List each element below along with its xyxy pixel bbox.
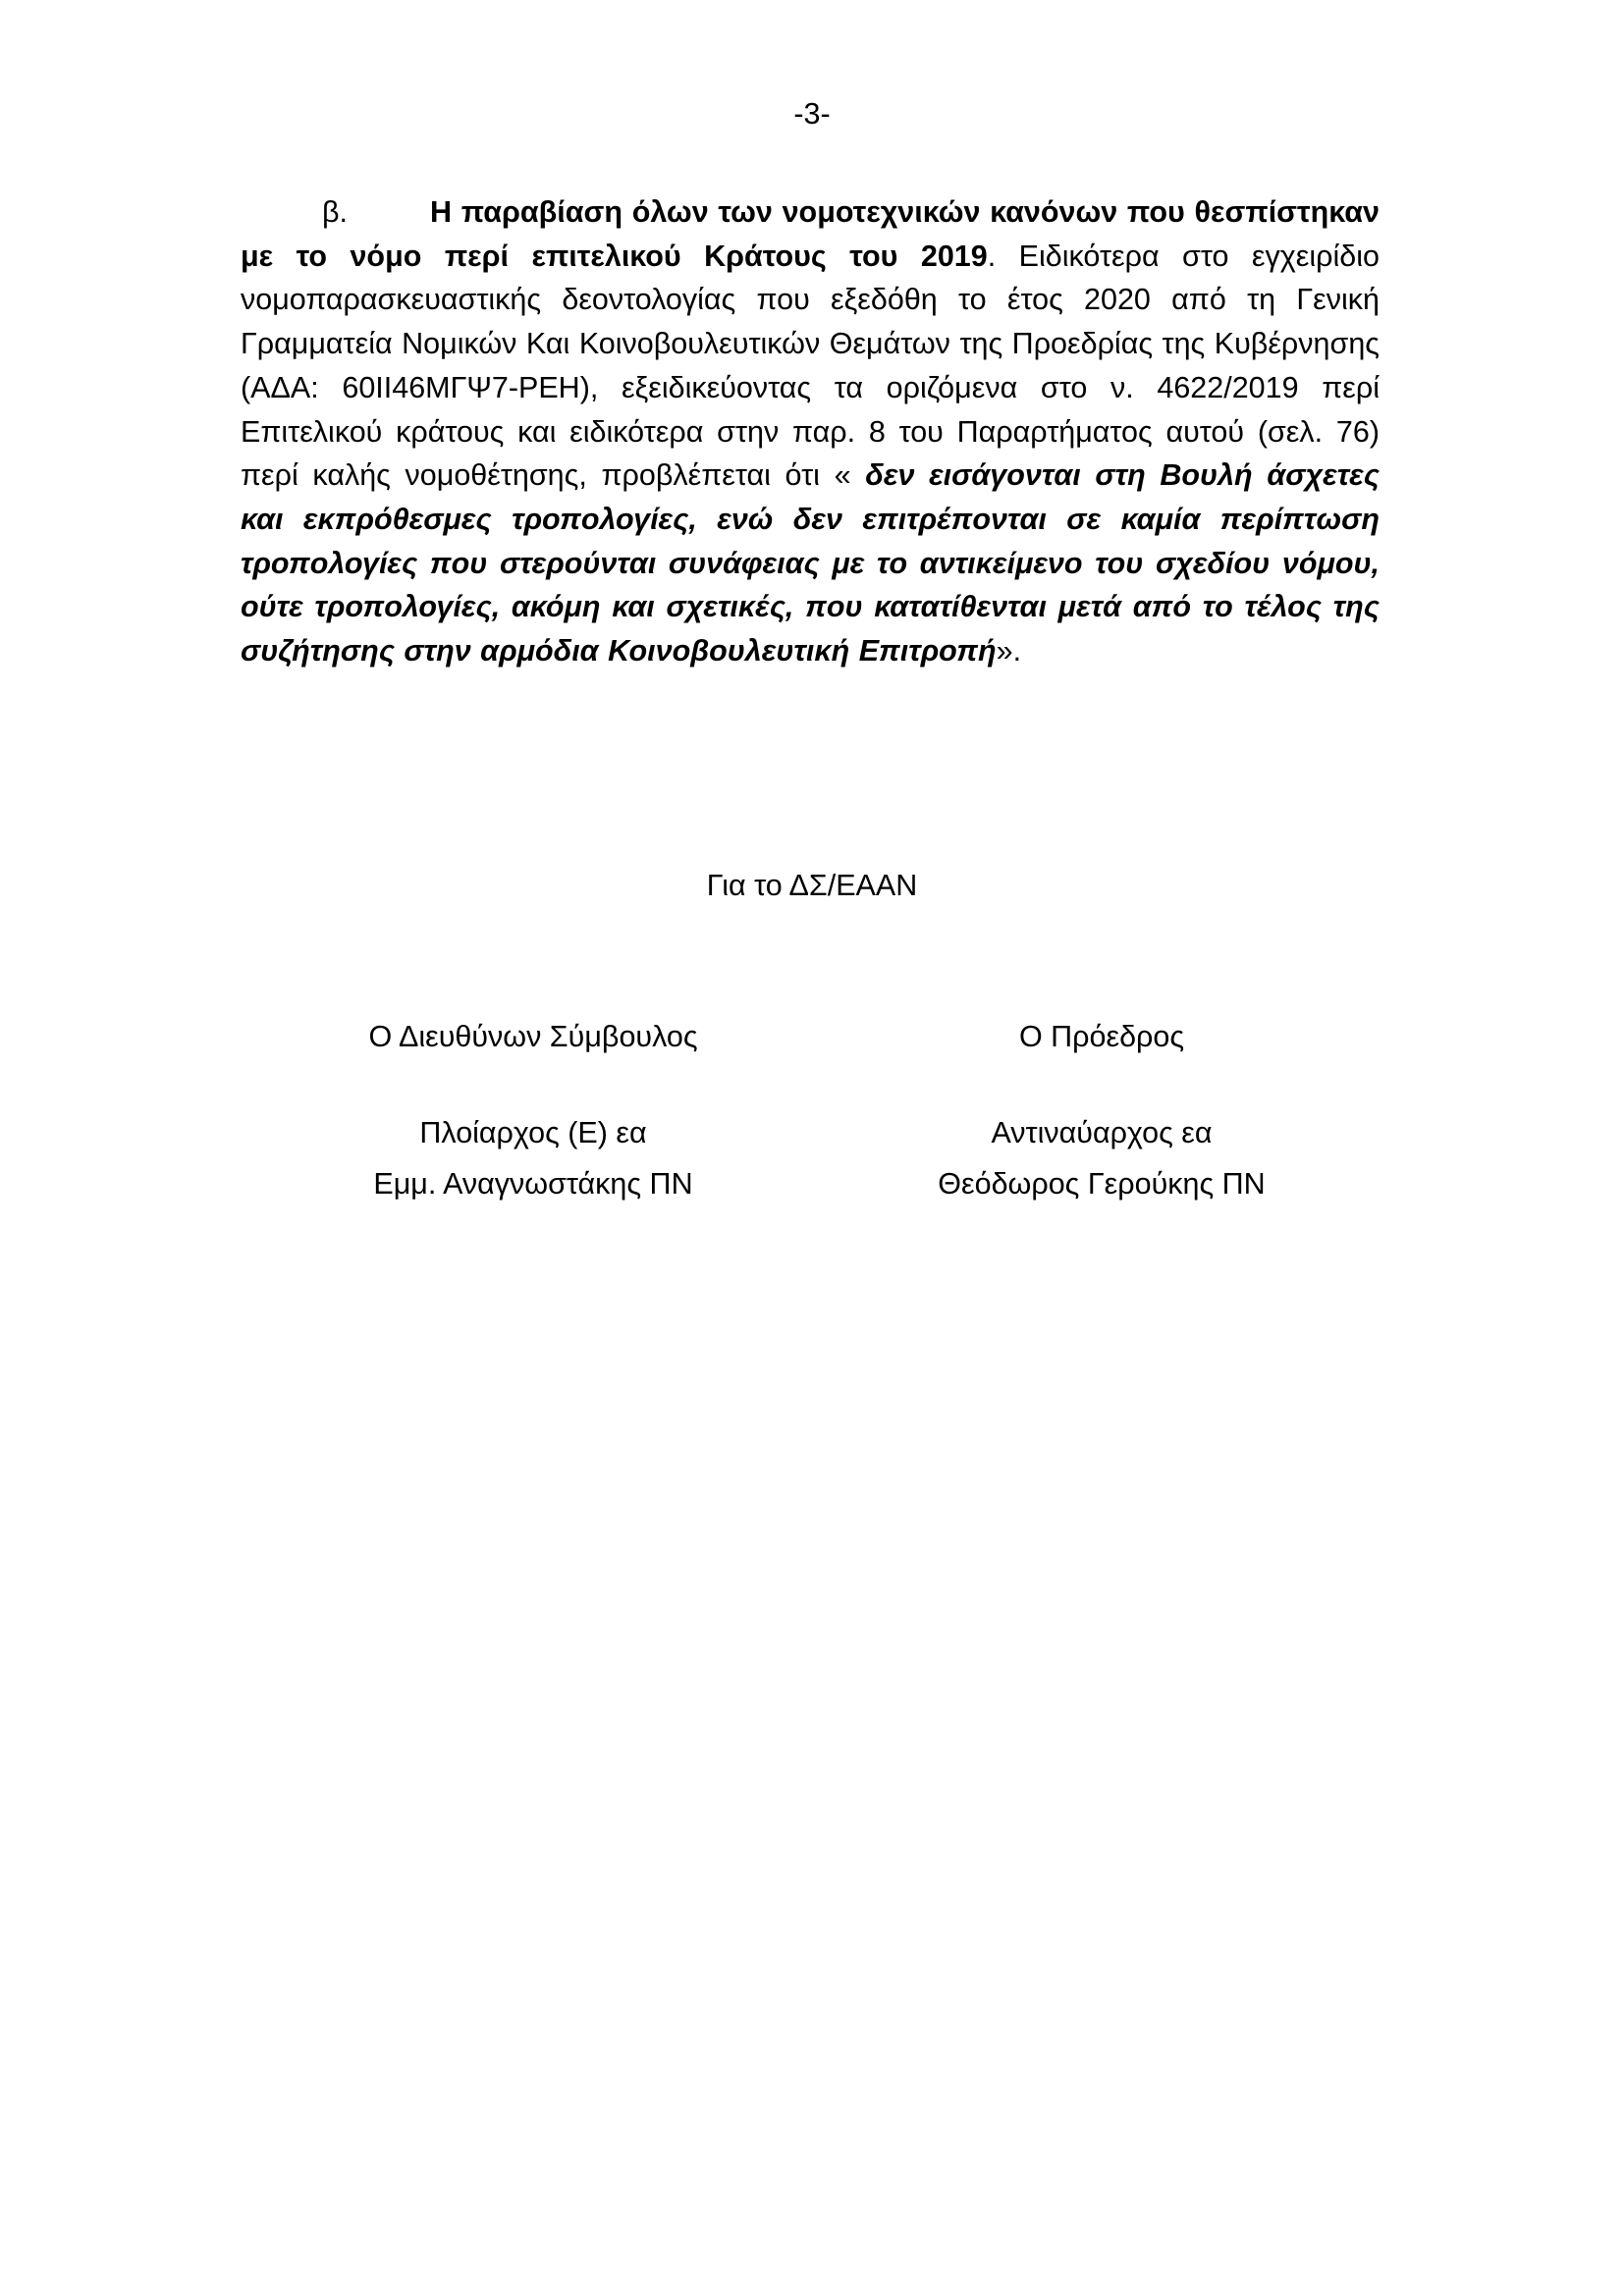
regular-mid-text: . Ειδικότερα στο εγχειρίδιο νομοπαρασκευαστικής δεοντολογίας που εξεδόθη το έτος 2020 από τη Γενική Γραμματεία Νομικών Και Κοινοβουλευτικών Θεμάτων της Προεδρίας της Κυβέρνησης (ΑΔΑ: 60ΙΙ46ΜΓΨ7-ΡΕΗ), εξειδικεύοντας τα οριζόμενα στο ν. 4622/2019 περί Επιτελικού κράτους και ειδικότερα στην παρ. 8 του Παραρτήματος αυτού (σελ. 76) περί καλής νομοθέτησης, προβλέπεται ότι « [241, 239, 1380, 493]
tab-spacer [348, 221, 430, 222]
signature-right-rank: Αντιναύαρχος εα [991, 1116, 1213, 1149]
signature-block-right [807, 1019, 1396, 1201]
signature-block-left [239, 1019, 828, 1201]
signature-left-rank: Πλοίαρχος (Ε) εα [419, 1116, 647, 1149]
signature-left-title: Ο Διευθύνων Σύμβουλος [368, 1020, 698, 1053]
body-paragraph [241, 190, 1380, 673]
signature-right-name: Θεόδωρος Γερούκης ΠΝ [938, 1167, 1266, 1201]
signature-left-name: Εμμ. Αναγνωστάκης ΠΝ [373, 1167, 693, 1201]
bold-italic-quote-text: δεν εισάγονται στη Βουλή άσχετες και εκπρόθεσμες τροπολογίες, ενώ δεν επιτρέπονται σε καμία περίπτωση τροπολογίες που στερούνται συνάφειας με το αντικείμενο του σχεδίου νόμου, ούτε τροπολογίες, ακόμη και σχετικές, που κατατίθενται μετά από το τέλος της συζήτησης στην αρμόδια Κοινοβουλευτική Επιτροπή [241, 458, 1380, 668]
paragraph-marker: β. [322, 195, 349, 229]
closing-line: Για το ΔΣ/ΕΑΑΝ [706, 869, 918, 902]
page-number: -3- [793, 97, 831, 131]
quote-close-text: ». [996, 634, 1022, 668]
bold-lead-text: Η παραβίαση όλων των νομοτεχνικών κανόνων που θεσπίστηκαν με το νόμο περί επιτελικού Κράτους του 2019 [241, 195, 1380, 273]
signature-right-title: Ο Πρόεδρος [1018, 1020, 1185, 1053]
